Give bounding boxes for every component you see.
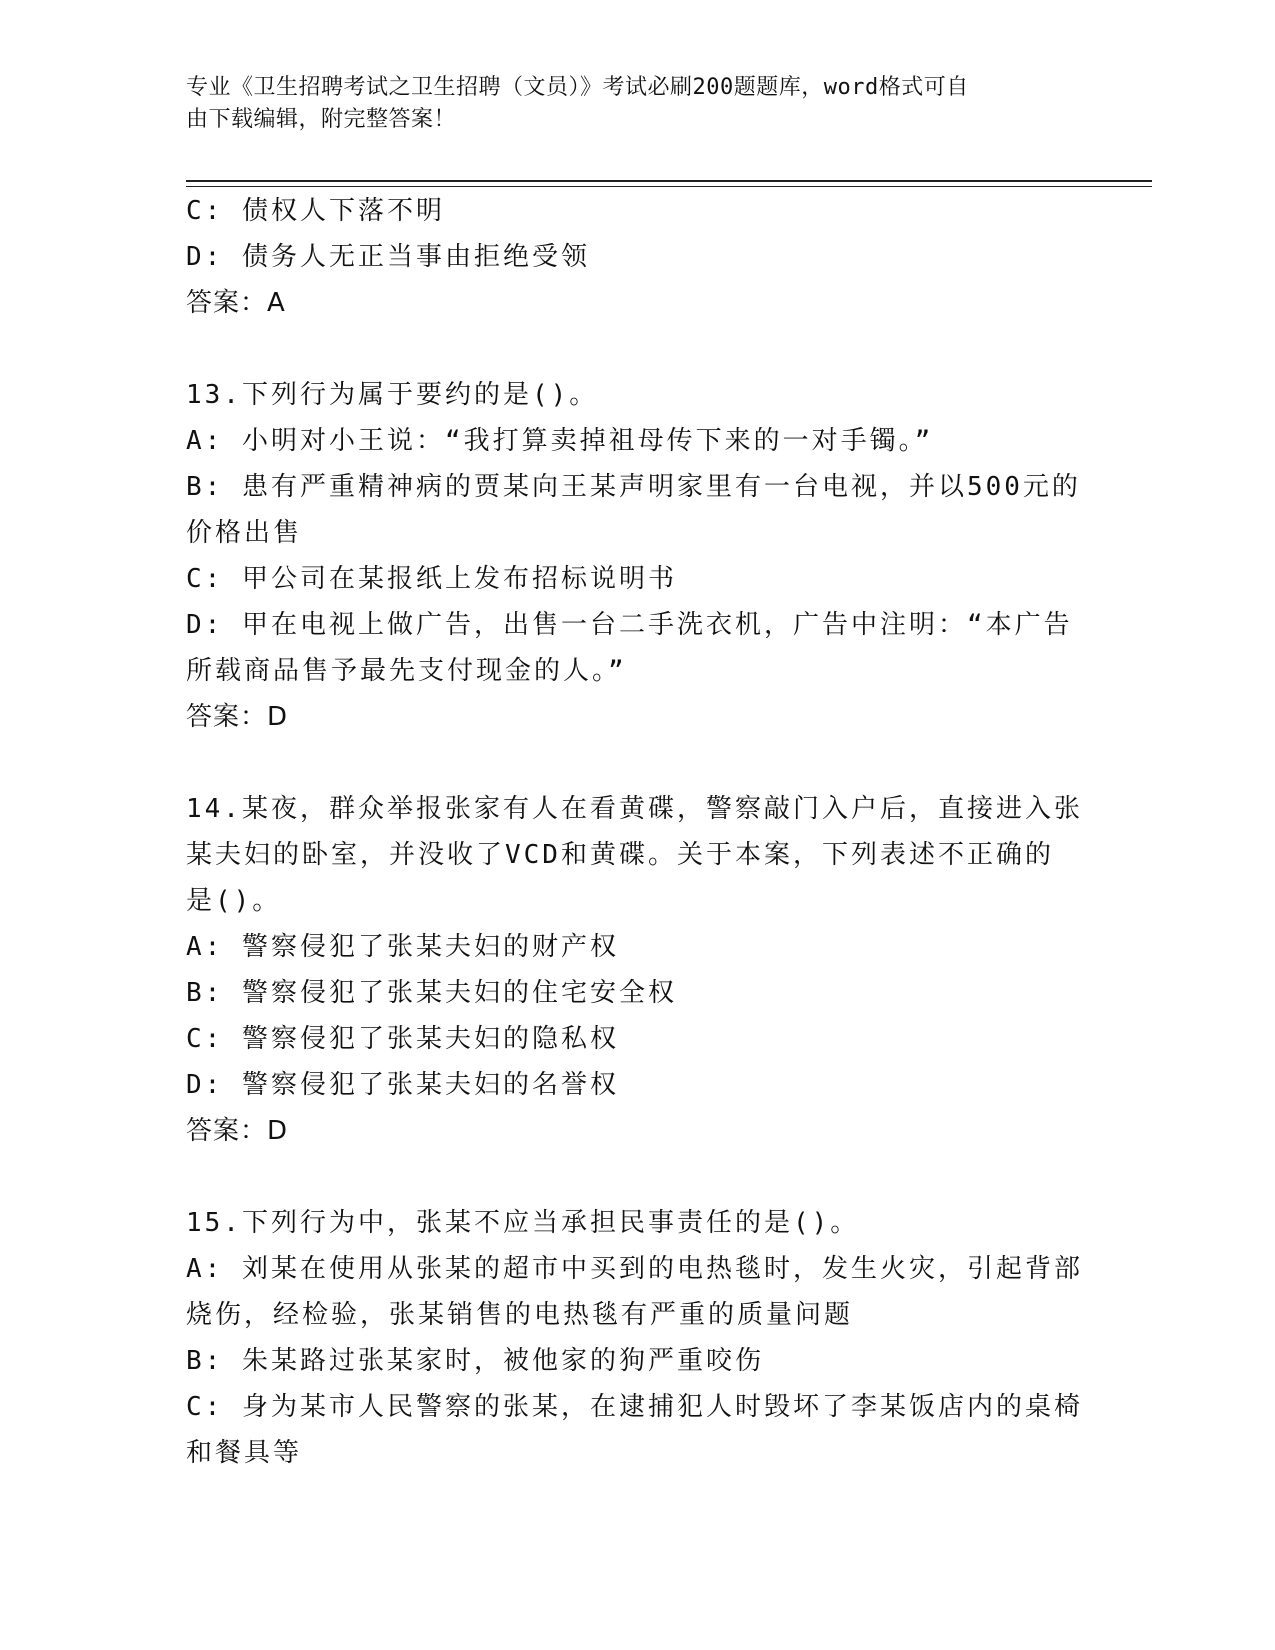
option-c: C: 债权人下落不明 xyxy=(186,196,445,226)
spacer xyxy=(186,1154,1086,1200)
option-b-line-2: 价格出售 xyxy=(186,518,303,548)
option-d: D: 警察侵犯了张某夫妇的名誉权 xyxy=(186,1070,619,1100)
page-header xyxy=(186,72,1086,136)
answer-line: 答案：D xyxy=(186,702,289,732)
option-b-line-1: B: 患有严重精神病的贾某向王某声明家里有一台电视，并以500元的 xyxy=(186,472,1081,502)
option-b: B: 朱某路过张某家时，被他家的狗严重咬伤 xyxy=(186,1346,764,1376)
option-c: C: 警察侵犯了张某夫妇的隐私权 xyxy=(186,1024,619,1054)
option-a: A: 小明对小王说：“我打算卖掉祖母传下来的一对手镯。” xyxy=(186,426,934,456)
option-c: C: 甲公司在某报纸上发布招标说明书 xyxy=(186,564,677,594)
option-a-line-1: A: 刘某在使用从张某的超市中买到的电热毯时，发生火灾，引起背部 xyxy=(186,1254,1083,1284)
option-d: D: 债务人无正当事由拒绝受领 xyxy=(186,242,590,272)
question-stem: 13.下列行为属于要约的是()。 xyxy=(186,380,599,410)
question-stem: 15.下列行为中，张某不应当承担民事责任的是()。 xyxy=(186,1208,860,1238)
option-c-line-1: C: 身为某市人民警察的张某，在逮捕犯人时毁坏了李某饭店内的桌椅 xyxy=(186,1392,1083,1422)
option-d-line-2: 所载商品售予最先支付现金的人。” xyxy=(186,656,627,686)
header-line-2: 由下载编辑，附完整答案！ xyxy=(186,107,457,132)
question-list xyxy=(186,188,1086,1476)
question-stem-line-3: 是()。 xyxy=(186,886,282,916)
question-13 xyxy=(186,372,1086,740)
header-rule-thin xyxy=(186,186,1152,187)
option-d-line-1: D: 甲在电视上做广告，出售一台二手洗衣机，广告中注明：“本广告 xyxy=(186,610,1073,640)
answer-line: 答案：A xyxy=(186,288,286,318)
option-a-line-2: 烧伤，经检验，张某销售的电热毯有严重的质量问题 xyxy=(186,1300,854,1330)
spacer xyxy=(186,326,1086,372)
option-a: A: 警察侵犯了张某夫妇的财产权 xyxy=(186,932,619,962)
question-14 xyxy=(186,786,1086,1154)
header-line-1: 专业《卫生招聘考试之卫生招聘（文员）》考试必刷200题题库，word格式可自 xyxy=(186,75,969,100)
option-c-line-2: 和餐具等 xyxy=(186,1438,303,1468)
answer-line: 答案：D xyxy=(186,1116,289,1146)
question-stem-line-2: 某夫妇的卧室，并没收了VCD和黄碟。关于本案，下列表述不正确的 xyxy=(186,840,1054,870)
option-b: B: 警察侵犯了张某夫妇的住宅安全权 xyxy=(186,978,677,1008)
prev-question-tail xyxy=(186,188,1086,326)
question-stem-line-1: 14.某夜，群众举报张家有人在看黄碟，警察敲门入户后，直接进入张 xyxy=(186,794,1083,824)
question-15 xyxy=(186,1200,1086,1476)
spacer xyxy=(186,740,1086,786)
header-rule-thick xyxy=(186,180,1152,182)
